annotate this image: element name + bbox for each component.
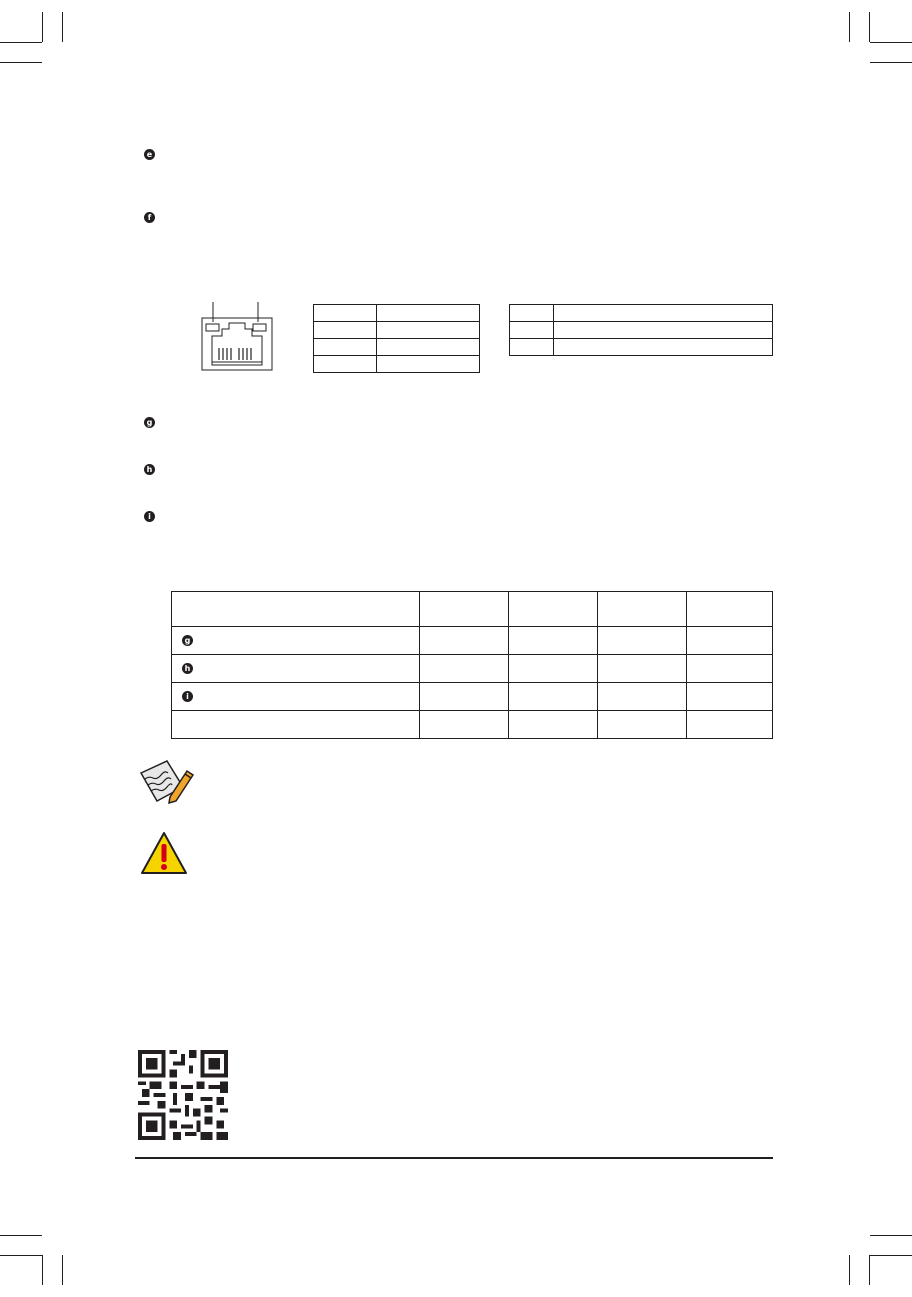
speed-led-table: [509, 304, 773, 356]
bullet-e: e: [144, 149, 155, 160]
row-bullet-h: h: [182, 663, 193, 674]
row-bullet-g: g: [182, 635, 193, 646]
warning-triangle-icon: [139, 830, 189, 876]
bullet-g: g: [144, 417, 155, 428]
audio-jack-spec-table: [171, 591, 773, 739]
bullet-i: i: [144, 511, 155, 522]
qr-code-icon: [137, 1050, 229, 1140]
footer-rule: [135, 1157, 773, 1159]
bullet-h: h: [144, 464, 155, 475]
table-row: [172, 711, 773, 739]
activity-led-table: [313, 304, 480, 373]
row-bullet-i: i: [182, 691, 193, 702]
rj45-lan-port-icon: [195, 300, 275, 372]
note-pencil-icon: [137, 757, 195, 807]
table-row: [172, 655, 773, 683]
bullet-f: f: [144, 212, 155, 223]
table-row: [172, 683, 773, 711]
table-row: [172, 627, 773, 655]
